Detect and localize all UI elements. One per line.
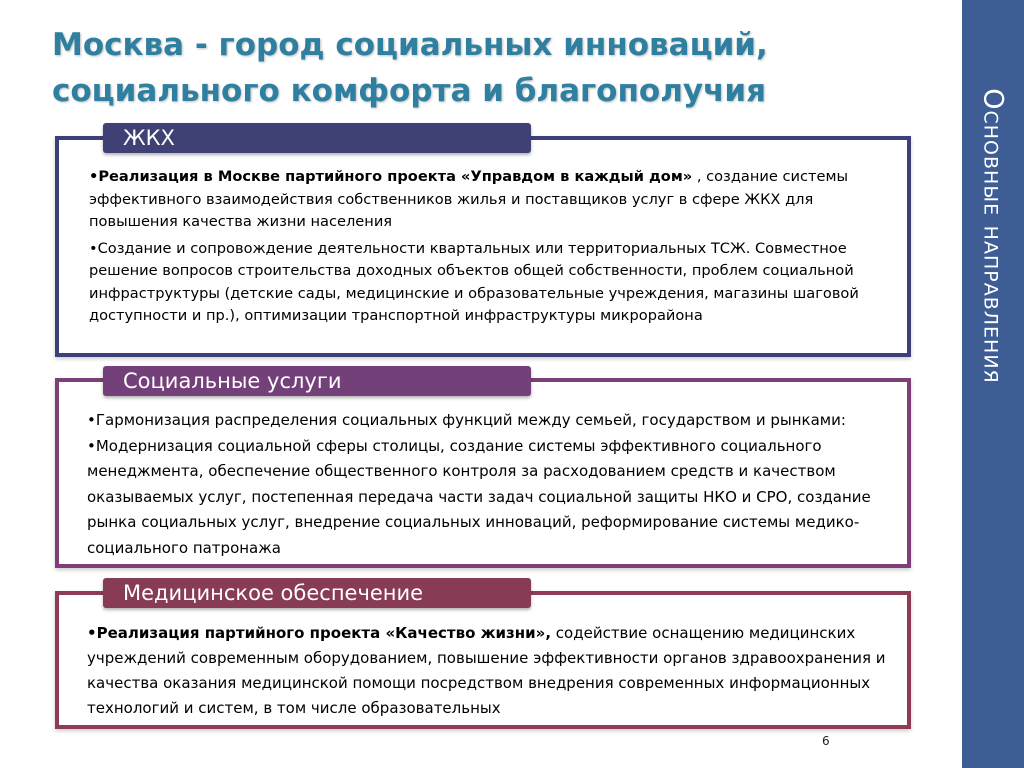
paragraph-bold: •Реализация в Москве партийного проекта «Управдом в каждый дом» — [89, 168, 693, 185]
paragraph — [89, 166, 879, 234]
page-number: 6 — [822, 734, 830, 748]
section-tab-social-services: Социальные услуги — [103, 366, 531, 396]
section-panel-zhkh — [55, 136, 911, 357]
paragraph-text: •Модернизация социальной сферы столицы, создание системы эффективного социального менеджмента, обеспечение общественного контроля за расходованием средств и качеством оказываемых услуг, постепенная передача части задач социальной защиты НКО и СРО, создание рынка социальных услуг, внедрение социальных инноваций, реформирование системы медико-социального патронажа — [87, 436, 871, 557]
section-panel-medical — [55, 591, 911, 729]
paragraph — [87, 408, 887, 434]
section-panel-social-services — [55, 378, 911, 568]
paragraph — [87, 434, 887, 562]
paragraph-text: •Гармонизация распределения социальных функций между семьей, государством и рынками: — [87, 411, 846, 429]
paragraph-text: содействие оснащению медицинских учреждений современным оборудованием, повышение эффективности органов здравоохранения и качества оказания медицинской помощи посредством внедрения современных информационных технологий и систем, в том числе образовательных — [87, 624, 886, 717]
sidebar-band — [962, 0, 1024, 768]
paragraph-text: , создание системы эффективного взаимодействия собственников жилья и поставщиков услуг в сфере ЖКХ для повышения качества жизни населения — [89, 168, 849, 230]
paragraph — [87, 621, 887, 721]
section-tab-medical: Медицинское обеспечение — [103, 578, 531, 608]
paragraph-bold: •Реализация партийного проекта «Качество жизни», — [87, 624, 552, 642]
paragraph — [89, 238, 879, 328]
section-tab-zhkh: ЖКХ — [103, 123, 531, 153]
paragraph-text: •Создание и сопровождение деятельности квартальных или территориальных ТСЖ. Совместное решение вопросов строительства доходных объектов общей собственности, проблем социальной инфраструктуры (детские сады, медицинские и образовательные учреждения, магазины шаговой доступности и пр.), оптимизации транспортной инфраструктуры микрорайона — [89, 239, 859, 324]
page-title: Москва - город социальных инноваций, социального комфорта и благополучия — [52, 27, 768, 109]
sidebar-label: Основные направления — [977, 88, 1009, 384]
